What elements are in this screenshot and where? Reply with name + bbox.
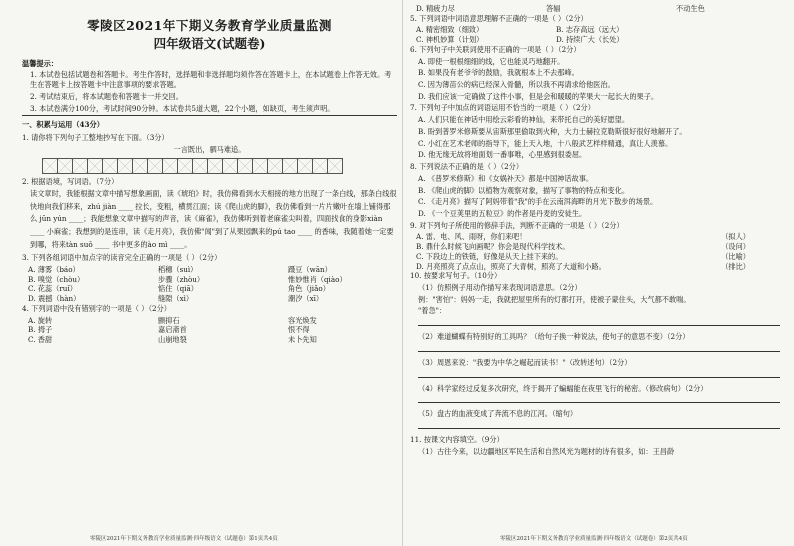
option: D. 他无缘无故将地面划一番事唯，心里感到很委屈。	[418, 150, 587, 160]
notice-rule	[22, 115, 397, 116]
option: 惟妙惟肖（qiào）	[288, 274, 347, 284]
option: C. 下段边上的铁链，好像是从天上挂下来的。 （比喻）	[416, 251, 750, 261]
option: C. 因为薄苗公的病已经深入骨髓，所以我不再请求给他医治。	[418, 80, 615, 90]
sub-question: （4）科学家经过反复多次研究，终于揭开了蝙蝠能在夜里飞行的秘密。（修改病句）（2分）	[418, 383, 708, 393]
option: D. 震撼（hàn）	[28, 294, 81, 304]
option: C. 神机妙算（计划）	[416, 35, 484, 45]
exam-title: 零陵区2021年下期义务教育学业质量监测	[87, 18, 332, 33]
option: A. 即使一根根细细的线，它也能灵巧地翻开。	[418, 56, 565, 66]
section-heading: 一、积累与运用（43分）	[22, 120, 104, 130]
option: 潮汐（xī）	[288, 294, 324, 304]
option: 蹑豆（wān）	[288, 264, 332, 274]
question-5: 5. 下列词语中词语意思理解不正确的一项是（ ）（2分）	[410, 13, 588, 23]
option: C. 《走月亮》描写了阿妈带着"我"的手在云南洱海畔的月光下散步的场景。	[418, 197, 658, 207]
example-text: 例："害怕"：妈妈一走，我就把屋里所有的灯都打开，使被子蒙住头，大气都不敢喘。	[418, 294, 691, 304]
option: A. 精密细致（细致）	[416, 25, 484, 35]
option: 颤抑石	[158, 315, 180, 325]
question-8: 8. 下列说法不正确的是（ ）（2分）	[410, 162, 524, 172]
option: D. 月亮照亮了点点山，照亮了大青树，照亮了大道和小路。 （排比）	[416, 261, 750, 271]
page-divider	[402, 0, 403, 546]
question-4: 4. 下列词语中没有错别字的一项是（ ）（2分）	[22, 303, 171, 313]
question-1: 1. 请你将下列句子工整地抄写在下面。（3分）	[22, 133, 169, 143]
option: A. 雷、电、风、雨呀，你们来吧！ （拟人）	[416, 232, 750, 242]
writing-grid[interactable]	[42, 158, 397, 174]
option: C. 香甜	[28, 334, 53, 344]
option: D. 持续广大（长处）	[556, 35, 624, 45]
notice-item: 3. 本试卷满分100分，考试时间90分钟。本试卷共5道大题，22个小题，如缺页，考生须声明。	[30, 103, 335, 113]
option: B. 拇子	[28, 325, 53, 335]
question-6: 6. 下列句子中关联词使用不正确的一项是（ ）（2分）	[410, 44, 581, 54]
notice-heading: 温馨提示：	[22, 58, 58, 68]
option: C. 小红在艺术老师的指导下，能上天入地，十八般武艺样样精通，真让人羡慕。	[418, 138, 673, 148]
answer-line[interactable]	[418, 395, 780, 403]
question-2: 2. 根据语境，写词语。（7分）	[22, 176, 119, 186]
option: 未卜先知	[288, 334, 317, 344]
option: A. 《普罗米修斯》和《女娲补天》都是中国神话故事。	[418, 173, 594, 183]
option: 答辐	[546, 4, 561, 13]
option: B. 嗅觉（chòu）	[28, 274, 85, 284]
sub-question: （1）仿照例子用动作描写来表现词语意思。（2分）	[418, 282, 582, 292]
question-4-option-d	[410, 4, 780, 14]
option: 不动生色	[676, 4, 705, 13]
option: B. 如果没有老爷爷的鼓励，我就根本上不去那峰。	[418, 68, 579, 78]
option: 角色（jiǎo）	[288, 284, 330, 294]
option: 恨不得	[288, 325, 310, 335]
right-page	[410, 4, 780, 458]
option: B. 志存高远（远大）	[556, 25, 624, 35]
answer-line[interactable]	[418, 318, 780, 326]
answer-line[interactable]	[418, 370, 780, 378]
question-3-options	[22, 265, 397, 304]
option: 山崩地裂	[158, 334, 187, 344]
question-3: 3. 下列各组词语中加点字的读音完全正确的一项是（ ）（2分）	[22, 253, 222, 263]
page-footer: 零陵区2021年下期义务教育学业质量监测·四年级语文（试题卷）第2页共4页	[500, 536, 688, 542]
option: A. 人们只能在神话中用绘云彩看的神仙，来带托自己的美好愿望。	[418, 115, 630, 125]
option: A. 旋转	[28, 315, 53, 325]
option: D. 我们应该一定确做了这件小事，但是会和暖暖的苹果大一起长大的果子。	[418, 91, 659, 101]
option: 缝隙（xì）	[158, 294, 194, 304]
question-2-passage: 读文章时，我能根据文章中描写想象画面，读《琥珀》时，我仿佛看到水天相接的地方出现了一条白线，那条白线很快地向我们移来，zhú jiàn ____ 拉长，变粗，横贯江面；读《爬山虎的脚》，我仿佛看到一片片嫩叶在墙上铺得那么 jūn yún ____；我能想象文章中描写的声音，读《麻雀》，我仿佛听到着老麻雀尖叫着，四面找食的身影xiàn ____ 小麻雀；我想到的是连串，读《走月亮》，我仿佛"闻"到了从果园飘来的pú tao ____ 的香味，我随着她一定要到哪，将来tàn suǒ ____ 书中更多的ào mì ____。	[30, 189, 397, 249]
option: 稻穗（suì）	[158, 264, 198, 274]
sub-question: （3）周恩来说："我要为中华之崛起而读书！"（改转述句）（2分）	[418, 357, 632, 367]
sub-question: （1）古往今来，以边疆地区军民生活和自然风光为题材的诗有很多，如：王昌龄	[418, 446, 675, 456]
left-page	[22, 4, 397, 345]
worry-prompt: "着急"：	[418, 306, 447, 316]
option: 步骤（zhòu）	[158, 274, 205, 284]
answer-line[interactable]	[418, 344, 780, 352]
sub-question: （2）难道蝴蝶有特别好的工具吗？（给句子换一种说法，使句子的意思不变）（2分）	[418, 332, 690, 342]
option: C. 花蕊（ruǐ）	[28, 284, 77, 294]
exam-subtitle: 四年级语文(试题卷)	[153, 35, 266, 51]
option: A. 薄雾（báo）	[28, 264, 80, 274]
option: 容光焕发	[288, 315, 317, 325]
option: B. 鼎什么时候飞向画呢？你会是现代科学技术。 （设问）	[416, 242, 750, 252]
question-5-options	[410, 25, 780, 44]
page-footer: 零陵区2021年下期义务教育学业质量监测·四年级语文（试题卷）第1页共4页	[90, 536, 278, 542]
question-9: 9. 对下列句子所使用的修辞手法，判断不正确的一项是（ ）（2分）	[410, 220, 624, 230]
sub-question: （5）盘古的血液变成了奔流不息的江河。（缩句）	[418, 409, 578, 419]
answer-line[interactable]	[418, 421, 780, 429]
notice-item: 1. 本试卷包括试题卷和答题卡。考生作答时，选择题和非选择题均须作答在答题卡上，在本试题卷上作答无效。考生在答题卡上按答题卡中注意事项的要求答题。	[30, 70, 392, 90]
question-7: 7. 下列句子中加点的词语运用不恰当的一项是（ ）（2分）	[410, 103, 595, 113]
question-10: 10. 按要求写句子。（10分）	[410, 271, 502, 281]
option: D. 《一个豆荚里的五粒豆》的作者是丹麦的安徒生。	[418, 208, 587, 218]
option: B. 盼到普罗米修斯要从宙斯那里偷取到火种，大力士赫拉克勒斯很好很好地解开了。	[418, 126, 687, 136]
option: B. 《爬山虎的脚》以植物为观察对象，描写了事物的特点和变化。	[418, 185, 630, 195]
option: D. 精疲力尽	[416, 4, 455, 13]
copy-sentence: 一言既出，驷马难追。	[173, 144, 246, 154]
question-11: 11. 按课文内容填空。（9分）	[410, 435, 504, 444]
option: 惦住（qiā）	[158, 284, 198, 294]
option: 嘉启斋首	[158, 325, 187, 335]
question-4-options	[22, 316, 397, 345]
notice-item: 2. 考试结束后，将本试题卷和答题卡一并交回。	[30, 91, 183, 101]
